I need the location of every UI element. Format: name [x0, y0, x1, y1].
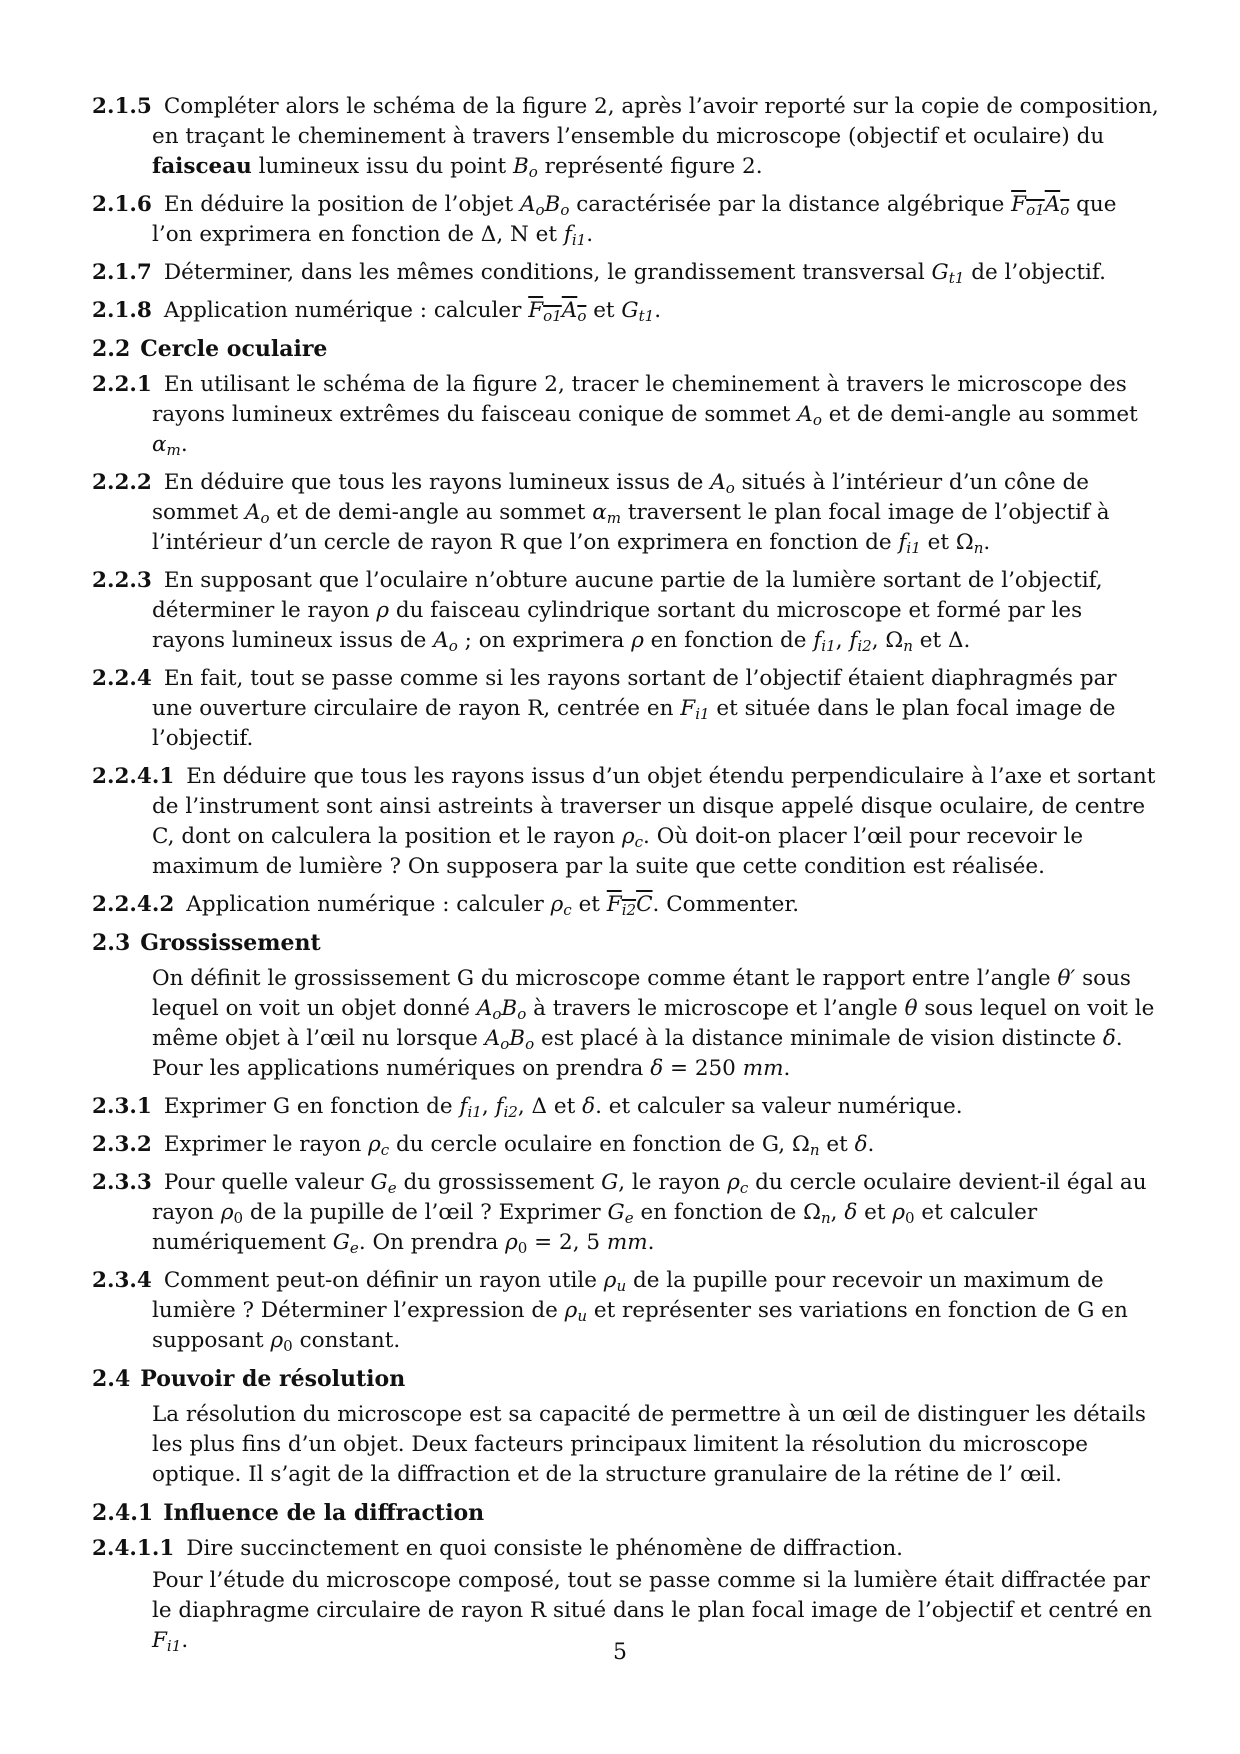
question-number: 2.2.4.1	[92, 764, 175, 789]
section-heading-2-3: 2.3 Grossissement	[92, 930, 321, 956]
question-2-3-3: 2.3.3 Pour quelle valeur $G_e$ du grossissement G, le rayon $\rho_c$ du cercle oculaire devient-il égal au rayon $\rho_0$ de la pupille de l’œil ? Exprimer $G_e$ en fonction de $\Omega_n$, δ et $\rho_0$ et calculer numériquement $G_e$. On prendra $\rho_0 = 2$, 5 mm.	[92, 1170, 1147, 1257]
paragraph-diffraction: Pour l’étude du microscope composé, tout se passe comme si la lumière était diffractée par le diaphragme circulaire de rayon R situé dans le plan focal image de l’objectif et centré en $F_{i1}$.	[152, 1568, 1153, 1655]
question-number: 2.2.2	[92, 470, 152, 495]
paragraph-resolution: La résolution du microscope est sa capacité de permettre à un œil de distinguer les détails les plus fins d’un objet. Deux facteurs principaux limitent la résolution du microscope optique. Il s’agit de la diffraction et de la structure granulaire de la rétine de l’ œil.	[152, 1402, 1146, 1487]
question-2-2-4-1: 2.2.4.1 En déduire que tous les rayons issus d’un objet étendu perpendiculaire à l’axe et sortant de l’instrument sont ainsi astreints à traverser un disque appelé disque oculaire, de centre C, dont on calculera la position et le rayon $\rho_c$. Où doit-on placer l’œil pour recevoir le maximum de lumière ? On supposera par la suite que cette condition est réalisée.	[92, 764, 1156, 879]
question-2-1-5: 2.1.5 Compléter alors le schéma de la figure 2, après l’avoir reporté sur la copie de composition, en traçant le cheminement à travers l’ensemble du microscope (objectif et oculaire) du faisceau lumineux issu du point $B_o$ représenté figure 2.	[92, 94, 1159, 181]
question-number: 2.3.3	[92, 1170, 152, 1195]
question-2-2-4-2: 2.2.4.2 Application numérique : calculer $\rho_c$ et $F_{i2}C$. Commenter.	[92, 892, 800, 919]
question-number: 2.3.1	[92, 1094, 152, 1119]
question-2-3-1: 2.3.1 Exprimer G en fonction de $f_{i1}$, $f_{i2}$, Δ et δ. et calculer sa valeur numérique.	[92, 1094, 963, 1121]
question-number: 2.2.3	[92, 568, 152, 593]
question-2-1-8: 2.1.8 Application numérique : calculer $F_{o1}A_o$ et $G_{t1}$.	[92, 298, 662, 325]
question-number: 2.3.2	[92, 1132, 152, 1157]
question-2-3-2: 2.3.2 Exprimer le rayon $\rho_c$ du cercle oculaire en fonction de G, $\Omega_n$ et δ.	[92, 1132, 875, 1159]
section-heading-2-4: 2.4 Pouvoir de résolution	[92, 1366, 406, 1392]
question-number: 2.1.5	[92, 94, 152, 119]
question-2-1-6: 2.1.6 En déduire la position de l’objet $A_oB_o$ caractérisée par la distance algébrique $F_{o1}A_o$ que l’on exprimera en fonction de Δ, N et $f_{i1}$.	[92, 192, 1117, 249]
section-heading-2-4-1: 2.4.1 Influence de la diffraction	[92, 1500, 485, 1526]
question-number: 2.2.4	[92, 666, 152, 691]
paragraph-grossissement: On définit le grossissement G du microscope comme étant le rapport entre l’angle θ′ sous lequel on voit un objet donné $A_oB_o$ à travers le microscope et l’angle θ sous lequel on voit le même objet à l’œil nu lorsque $A_oB_o$ est placé à la distance minimale de vision distincte δ. Pour les applications numériques on prendra δ = 250 mm.	[152, 966, 1155, 1081]
question-2-2-4: 2.2.4 En fait, tout se passe comme si les rayons sortant de l’objectif étaient diaphragmés par une ouverture circulaire de rayon R, centrée en $F_{i1}$ et située dans le plan focal image de l’objectif.	[92, 666, 1117, 751]
question-number: 2.2.1	[92, 372, 152, 397]
question-2-1-7: 2.1.7 Déterminer, dans les mêmes conditions, le grandissement transversal $G_{t1}$ de l’objectif.	[92, 260, 1106, 287]
question-number: 2.2.4.2	[92, 892, 175, 917]
question-2-4-1-1: 2.4.1.1 Dire succinctement en quoi consiste le phénomène de diffraction.	[92, 1536, 903, 1561]
question-2-3-4: 2.3.4 Comment peut-on définir un rayon utile $\rho_u$ de la pupille pour recevoir un maximum de lumière ? Déterminer l’expression de $\rho_u$ et représenter ses variations en fonction de G en supposant $\rho_0$ constant.	[92, 1268, 1128, 1355]
question-number: 2.3.4	[92, 1268, 152, 1293]
question-number: 2.1.6	[92, 192, 152, 217]
question-number: 2.1.7	[92, 260, 152, 285]
question-number: 2.4.1.1	[92, 1536, 175, 1561]
question-number: 2.1.8	[92, 298, 152, 323]
question-2-2-2: 2.2.2 En déduire que tous les rayons lumineux issus de $A_o$ situés à l’intérieur d’un cône de sommet $A_o$ et de demi-angle au sommet $\alpha_m$ traversent le plan focal image de l’objectif à l’intérieur d’un cercle de rayon R que l’on exprimera en fonction de $f_{i1}$ et $\Omega_n$.	[92, 470, 1110, 557]
section-heading-2-2: 2.2 Cercle oculaire	[92, 336, 328, 362]
page-content	[92, 92, 1160, 1664]
page-number: 5	[613, 1640, 627, 1665]
question-2-2-3: 2.2.3 En supposant que l’oculaire n’obture aucune partie de la lumière sortant de l’objectif, déterminer le rayon ρ du faisceau cylindrique sortant du microscope et formé par les rayons lumineux issus de $A_o$ ; on exprimera ρ en fonction de $f_{i1}$, $f_{i2}$, $\Omega_n$ et Δ.	[92, 568, 1103, 655]
question-2-2-1: 2.2.1 En utilisant le schéma de la figure 2, tracer le cheminement à travers le microscope des rayons lumineux extrêmes du faisceau conique de sommet $A_o$ et de demi-angle au sommet $\alpha_m$.	[92, 372, 1138, 459]
